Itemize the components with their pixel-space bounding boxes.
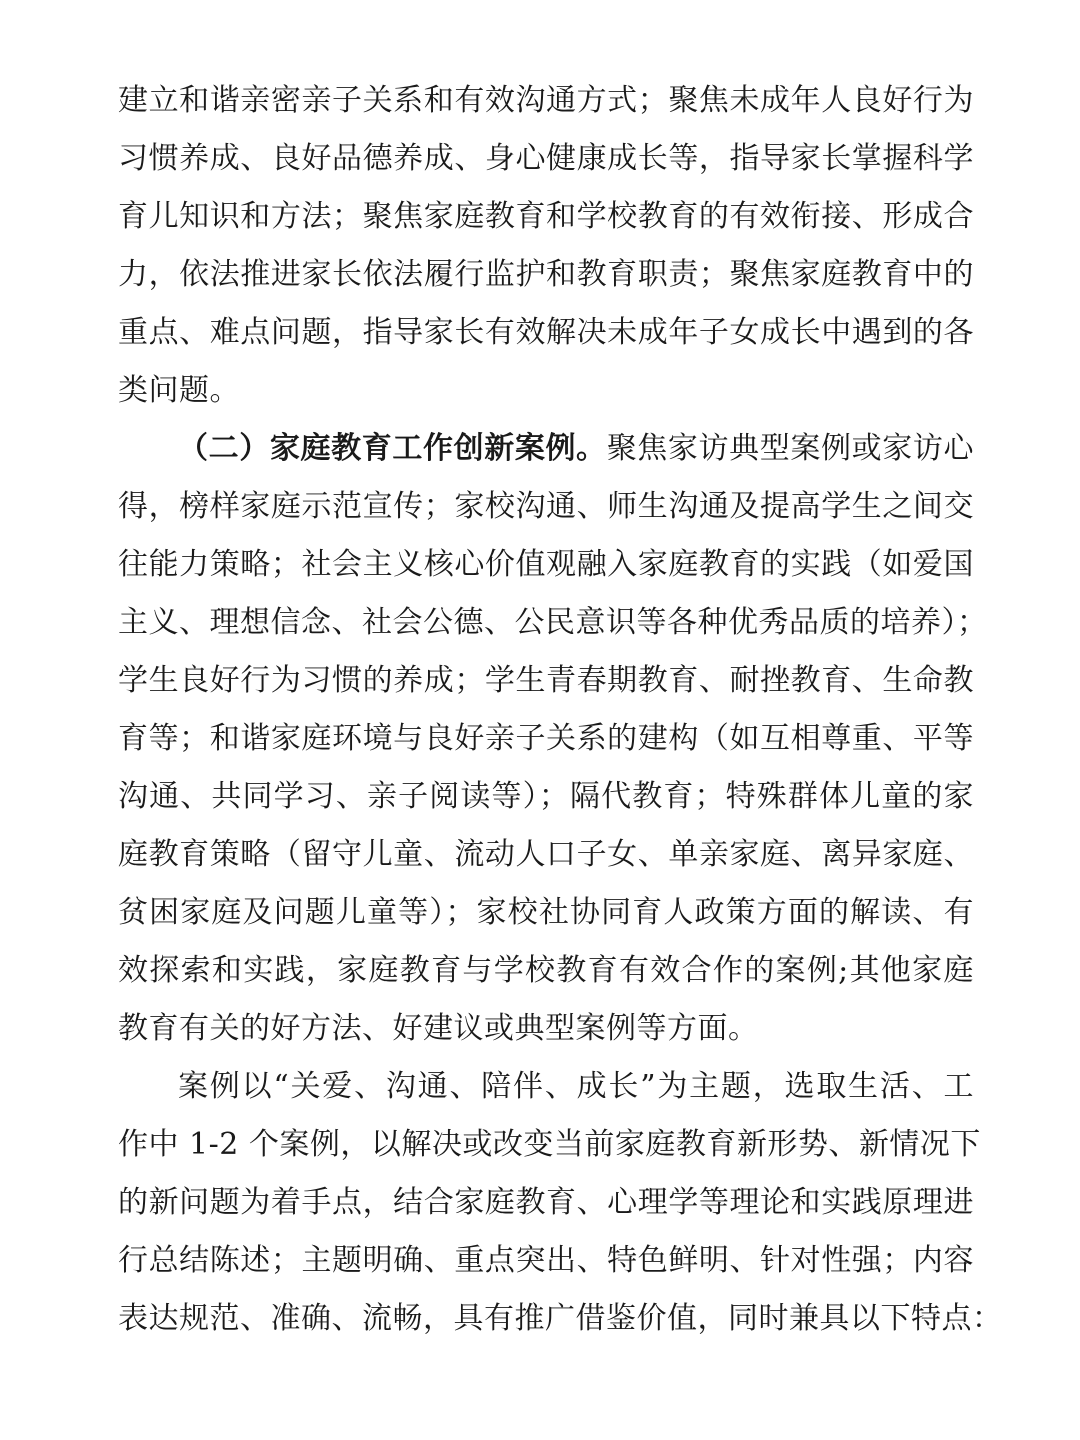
text-line: 贫困家庭及问题儿童等）；家校社协同育人政策方面的解读、有 bbox=[118, 895, 974, 930]
text-line bbox=[118, 420, 974, 478]
text-line: 力，依法推进家长依法履行监护和教育职责；聚焦家庭教育中的 bbox=[118, 257, 974, 292]
paragraph-2 bbox=[118, 420, 988, 1058]
text-line: 的新问题为着手点，结合家庭教育、心理学等理论和实践原理进 bbox=[118, 1185, 974, 1220]
text-line: 学生良好行为习惯的养成；学生青春期教育、耐挫教育、生命教 bbox=[118, 663, 974, 698]
text-line: 沟通、共同学习、亲子阅读等）；隔代教育；特殊群体儿童的家 bbox=[118, 779, 974, 814]
text-line: 主义、理想信念、社会公德、公民意识等各种优秀品质的培养）； bbox=[118, 605, 988, 640]
text-line: 作中 1-2 个案例，以解决或改变当前家庭教育新形势、新情况下 bbox=[118, 1127, 981, 1162]
text-line: 建立和谐亲密亲子关系和有效沟通方式；聚焦未成年人良好行为 bbox=[118, 83, 974, 118]
text-line: 习惯养成、良好品德养成、身心健康成长等，指导家长掌握科学 bbox=[118, 141, 974, 176]
text-line: 育等；和谐家庭环境与良好亲子关系的建构（如互相尊重、平等 bbox=[118, 721, 974, 756]
text-line: 行总结陈述；主题明确、重点突出、特色鲜明、针对性强；内容 bbox=[118, 1243, 974, 1278]
text-line: 育儿知识和方法；聚焦家庭教育和学校教育的有效衔接、形成合 bbox=[118, 199, 974, 234]
paragraph-3 bbox=[118, 1058, 1003, 1348]
text-run: 聚焦家访典型案例或家访心 bbox=[606, 431, 975, 466]
text-line: 重点、难点问题，指导家长有效解决未成年子女成长中遇到的各 bbox=[118, 315, 974, 350]
text-line: 往能力策略；社会主义核心价值观融入家庭教育的实践（如爱国 bbox=[118, 547, 974, 582]
text-line: 得，榜样家庭示范宣传；家校沟通、师生沟通及提高学生之间交 bbox=[118, 489, 974, 524]
document-page bbox=[118, 72, 1003, 1348]
text-line: 教育有关的好方法、好建议或典型案例等方面。 bbox=[118, 1011, 759, 1046]
text-line: 效探索和实践，家庭教育与学校教育有效合作的案例;其他家庭 bbox=[118, 953, 974, 988]
section-heading: （二）家庭教育工作创新案例。 bbox=[178, 431, 607, 466]
text-line: 表达规范、准确、流畅，具有推广借鉴价值，同时兼具以下特点： bbox=[118, 1301, 1003, 1336]
text-line: 案例以“关爱、沟通、陪伴、成长”为主题，选取生活、工 bbox=[178, 1069, 974, 1104]
text-line: 类问题。 bbox=[118, 373, 240, 408]
text-line: 庭教育策略（留守儿童、流动人口子女、单亲家庭、离异家庭、 bbox=[118, 837, 974, 872]
paragraph-1 bbox=[118, 72, 974, 420]
